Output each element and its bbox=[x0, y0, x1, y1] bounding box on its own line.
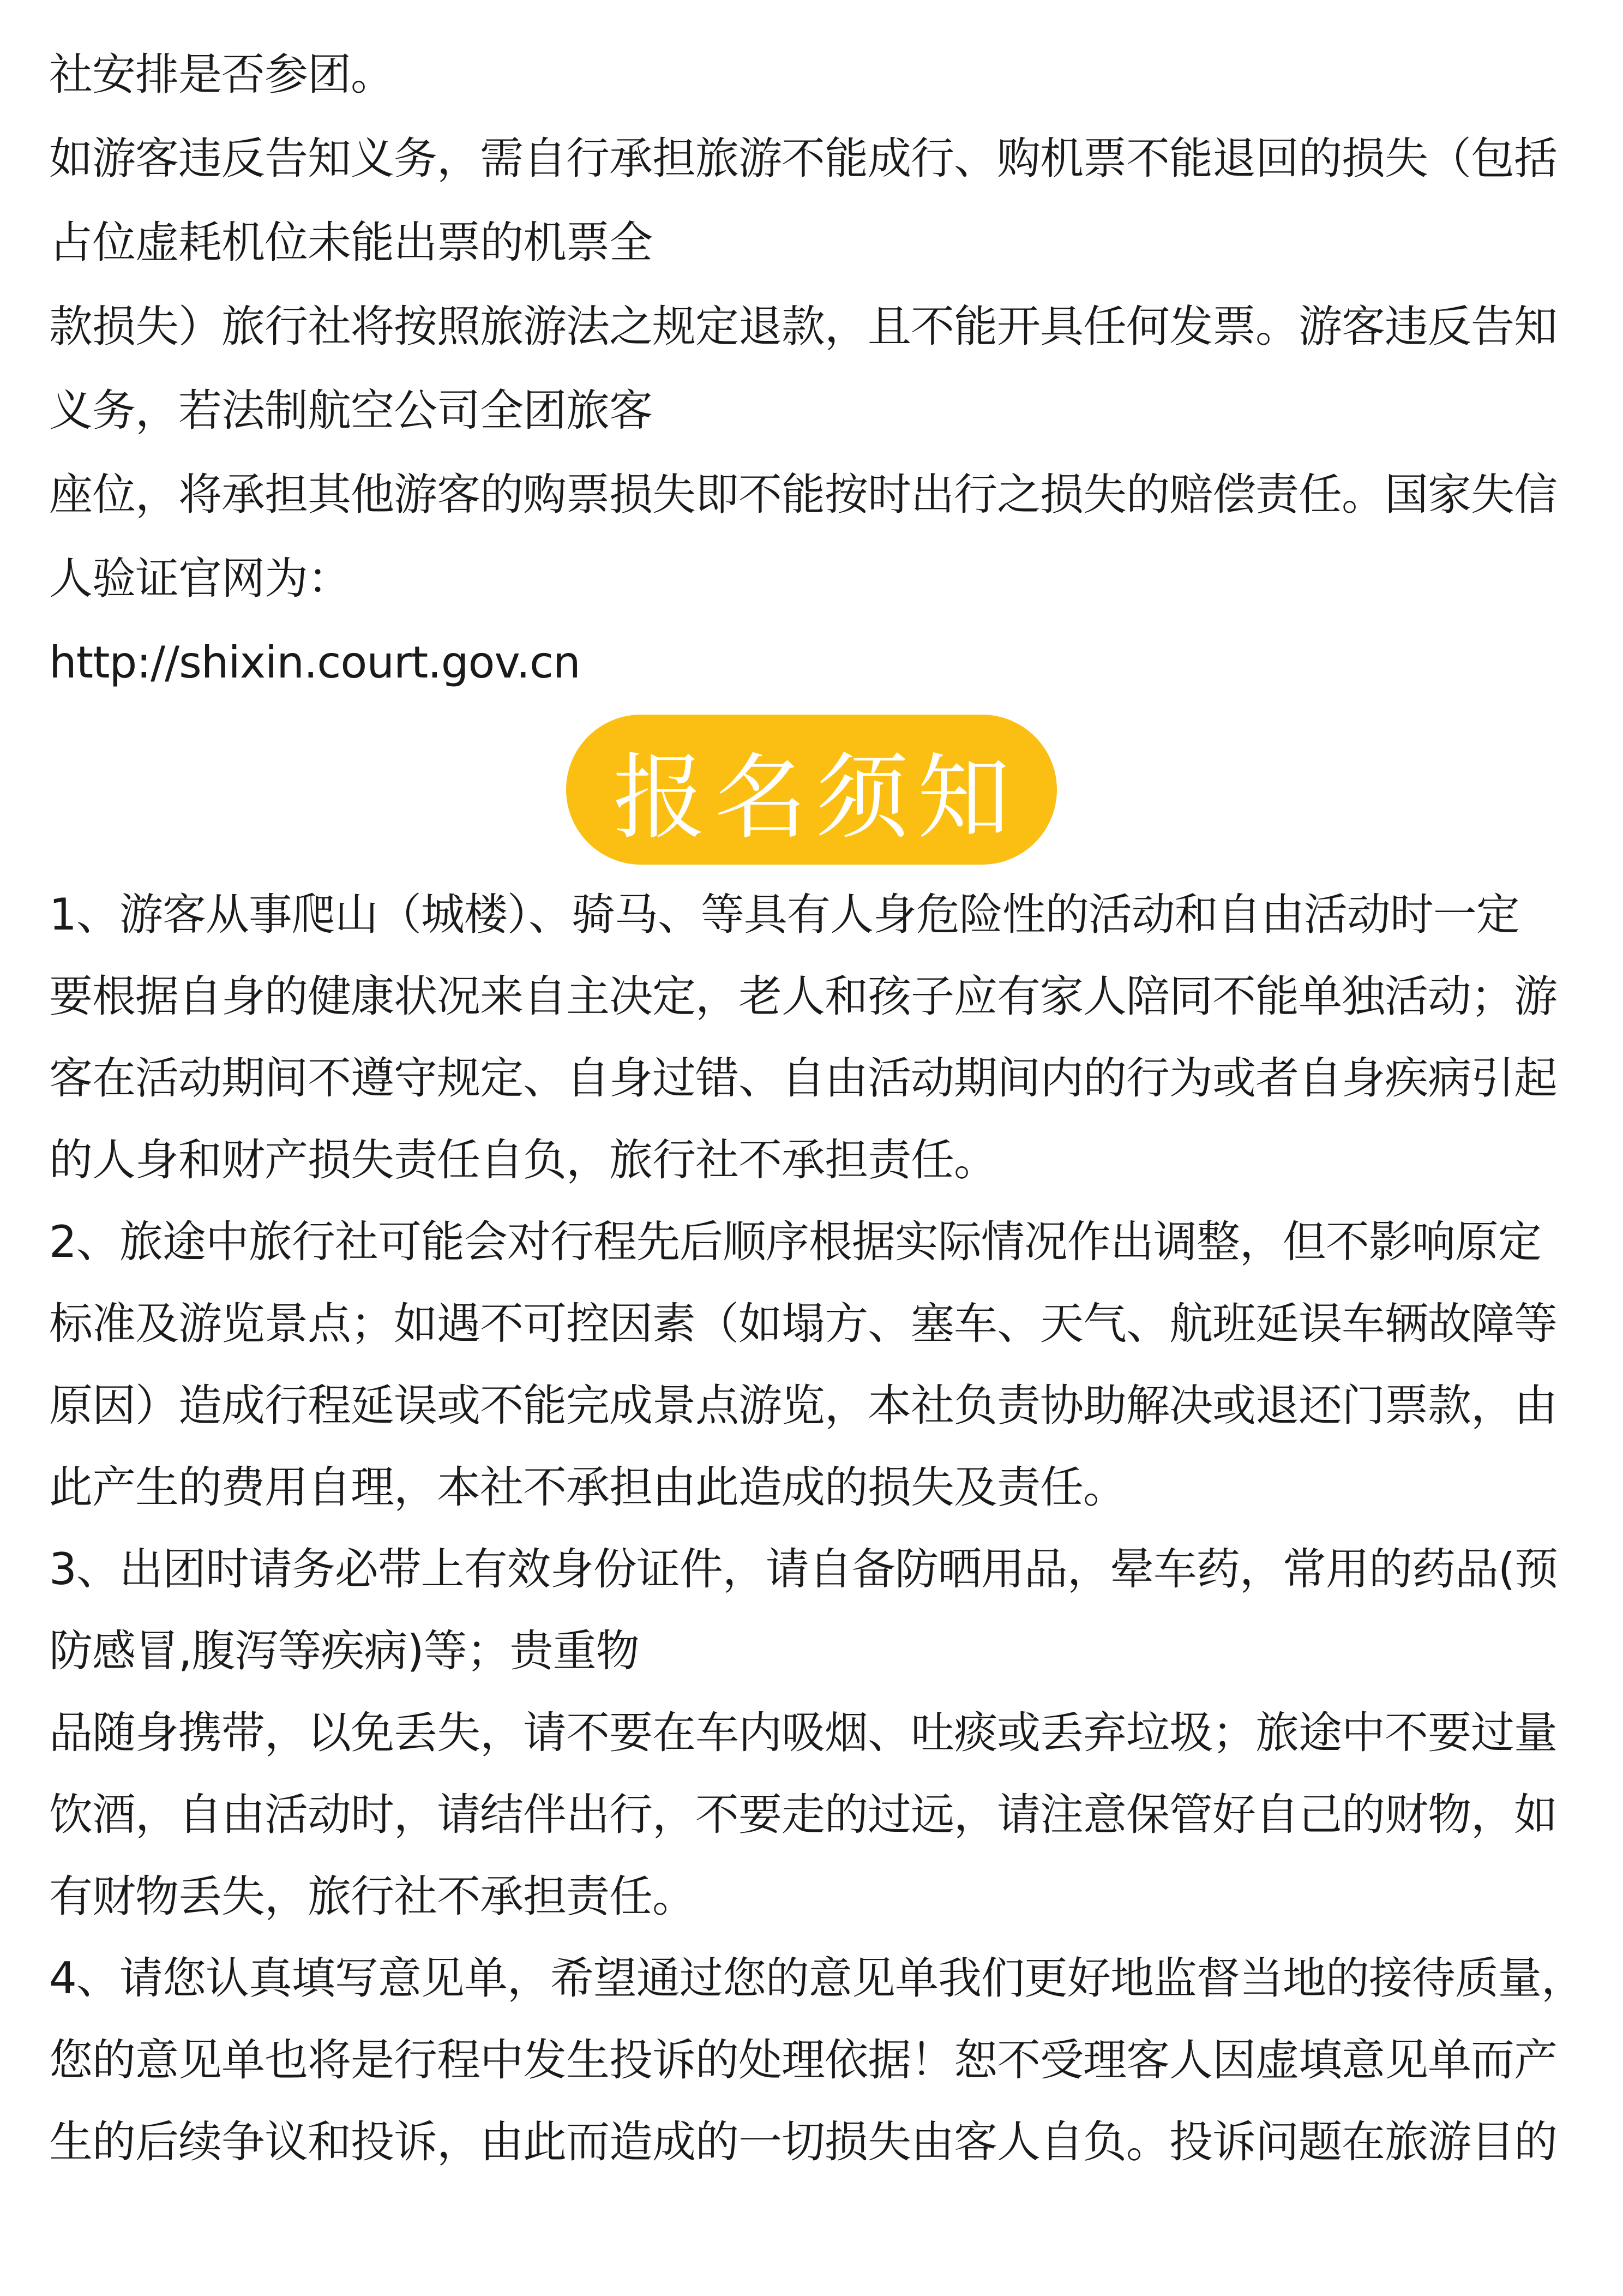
text-line: 的人身和财产损失责任自负，旅行社不承担责任。 bbox=[49, 1135, 997, 1185]
notice-text-top bbox=[49, 33, 1574, 705]
text-line: 要根据自身的健康状况来自主决定，老人和孩子应有家人陪同不能单独活动；游 bbox=[49, 971, 1557, 1022]
text-line: 客在活动期间不遵守规定、自身过错、自由活动期间内的行为或者自身疾病引起 bbox=[49, 1053, 1557, 1104]
text-line: 义务，若法制航空公司全团旅客 bbox=[49, 385, 652, 436]
section-banner-wrap bbox=[49, 708, 1574, 871]
text-line: 生的后续争议和投诉，由此而造成的一切损失由客人自负。投诉问题在旅游目的 bbox=[49, 2117, 1557, 2167]
text-line: 防感冒,腹泻等疾病)等；贵重物 bbox=[49, 1626, 639, 1676]
text-line: 如游客违反告知义务，需自行承担旅游不能成行、购机票不能退回的损失（包括 bbox=[49, 133, 1557, 184]
text-line: 占位虚耗机位未能出票的机票全 bbox=[49, 217, 652, 268]
text-line: 2、旅途中旅行社可能会对行程先后顺序根据实际情况作出调整，但不影响原定 bbox=[49, 1216, 1541, 1267]
section-title-banner: 报名须知 bbox=[566, 715, 1057, 865]
text-line: 品随身携带，以免丢失，请不要在车内吸烟、吐痰或丢弃垃圾；旅途中不要过量 bbox=[49, 1707, 1557, 1758]
text-line: 1、游客从事爬山（城楼）、骑马、等具有人身危险性的活动和自由活动时一定 bbox=[49, 889, 1519, 940]
text-line: 您的意见单也将是行程中发生投诉的处理依据！恕不受理客人因虚填意见单而产 bbox=[49, 2035, 1557, 2085]
text-line: 社安排是否参团。 bbox=[49, 49, 394, 100]
text-line: 有财物丢失，旅行社不承担责任。 bbox=[49, 1871, 695, 1922]
text-line: 4、请您认真填写意见单，希望通过您的意见单我们更好地监督当地的接待质量， bbox=[49, 1953, 1584, 2004]
registration-notice-list bbox=[49, 874, 1584, 2183]
text-line: 款损失）旅行社将按照旅游法之规定退款，且不能开具任何发票。游客违反告知 bbox=[49, 301, 1557, 352]
text-line: 原因）造成行程延误或不能完成景点游览，本社负责协助解决或退还门票款，由 bbox=[49, 1380, 1557, 1431]
text-line: 饮酒，自由活动时，请结伴出行，不要走的过远，请注意保管好自己的财物，如 bbox=[49, 1789, 1557, 1840]
text-line: 3、出团时请务必带上有效身份证件，请自备防晒用品，晕车药，常用的药品(预 bbox=[49, 1544, 1558, 1594]
url-text: http://shixin.court.gov.cn bbox=[49, 637, 580, 688]
text-line: 人验证官网为： bbox=[49, 553, 351, 604]
text-line: 此产生的费用自理，本社不承担由此造成的损失及责任。 bbox=[49, 1462, 1126, 1513]
text-line: 座位，将承担其他游客的购票损失即不能按时出行之损失的赔偿责任。国家失信 bbox=[49, 469, 1557, 520]
text-line: 标准及游览景点；如遇不可控因素（如塌方、塞车、天气、航班延误车辆故障等 bbox=[49, 1298, 1557, 1349]
